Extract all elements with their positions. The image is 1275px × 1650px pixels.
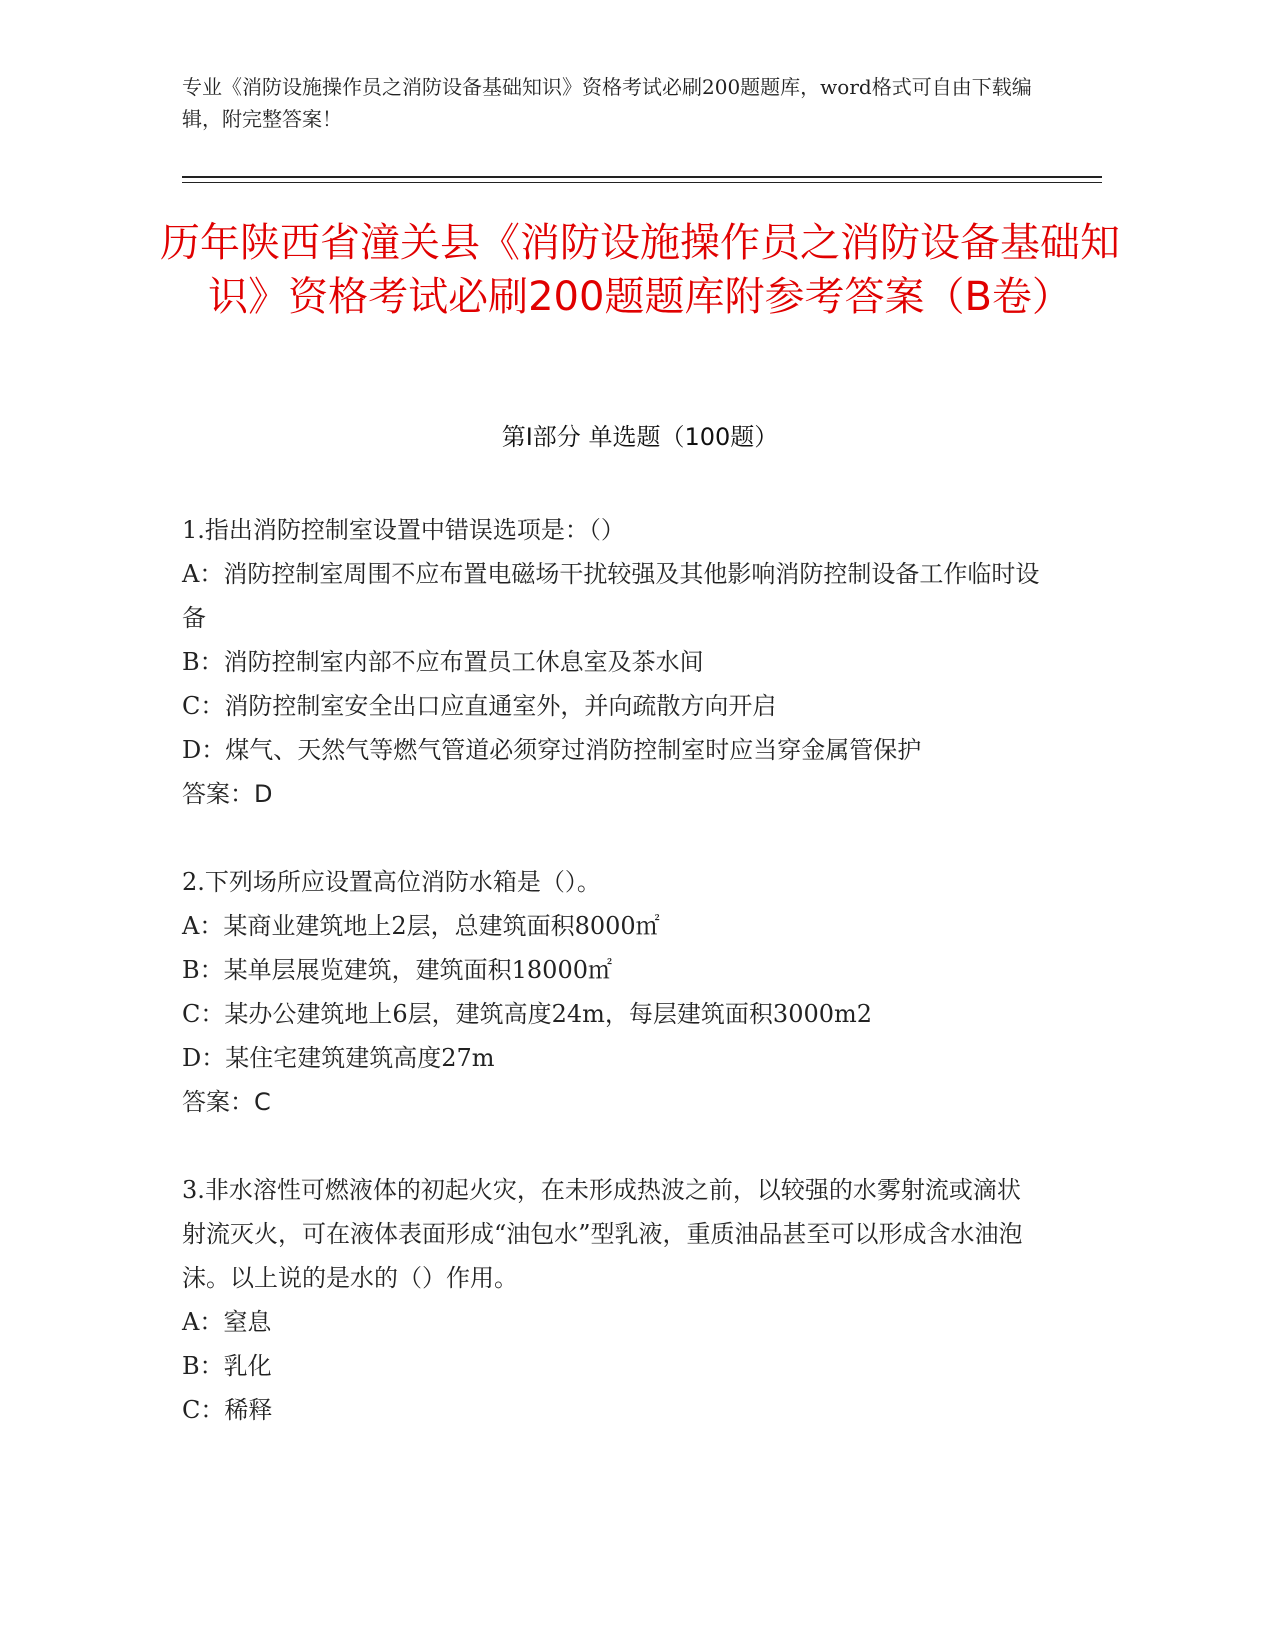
document-title: 历年陕西省潼关县《消防设施操作员之消防设备基础知识》资格考试必刷200题题库附参考答案（B卷） [160, 220, 1120, 320]
question-3 [182, 1168, 1042, 1432]
option-c: C：消防控制室安全出口应直通室外，并向疏散方向开启 [182, 692, 777, 720]
header-rule-thick [182, 176, 1102, 178]
option-a: A：窒息 [182, 1308, 272, 1336]
option-a: A：某商业建筑地上2层，总建筑面积8000㎡ [182, 912, 660, 940]
header-note: 专业《消防设施操作员之消防设备基础知识》资格考试必刷200题题库，word格式可自由下载编辑，附完整答案！ [182, 75, 1032, 131]
option-a: A：消防控制室周围不应布置电磁场干扰较强及其他影响消防控制设备工作临时设备 [182, 560, 1040, 632]
answer-line: 答案：C [182, 1088, 271, 1116]
option-b: B：消防控制室内部不应布置员工休息室及茶水间 [182, 648, 704, 676]
header-rule-thin [182, 182, 1102, 183]
section-title: 第Ⅰ部分 单选题（100题） [501, 423, 779, 451]
option-b: B：某单层展览建筑，建筑面积18000㎡ [182, 956, 612, 984]
option-c: C：某办公建筑地上6层，建筑高度24m，每层建筑面积3000m2 [182, 1000, 873, 1028]
option-c: C：稀释 [182, 1396, 273, 1424]
option-d: D：煤气、天然气等燃气管道必须穿过消防控制室时应当穿金属管保护 [182, 736, 922, 764]
option-b: B：乳化 [182, 1352, 272, 1380]
question-list [182, 508, 1042, 1476]
question-stem: 3.非水溶性可燃液体的初起火灾，在未形成热波之前，以较强的水雾射流或滴状射流灭火，可在液体表面形成“油包水”型乳液，重质油品甚至可以形成含水油泡沫。以上说的是水的（）作用。 [182, 1176, 1023, 1292]
option-d: D：某住宅建筑建筑高度27m [182, 1044, 495, 1072]
question-stem: 1.指出消防控制室设置中错误选项是：（） [182, 516, 625, 544]
question-stem: 2.下列场所应设置高位消防水箱是（）。 [182, 868, 601, 896]
answer-line: 答案：D [182, 780, 273, 808]
question-2 [182, 860, 1042, 1124]
question-1 [182, 508, 1042, 816]
